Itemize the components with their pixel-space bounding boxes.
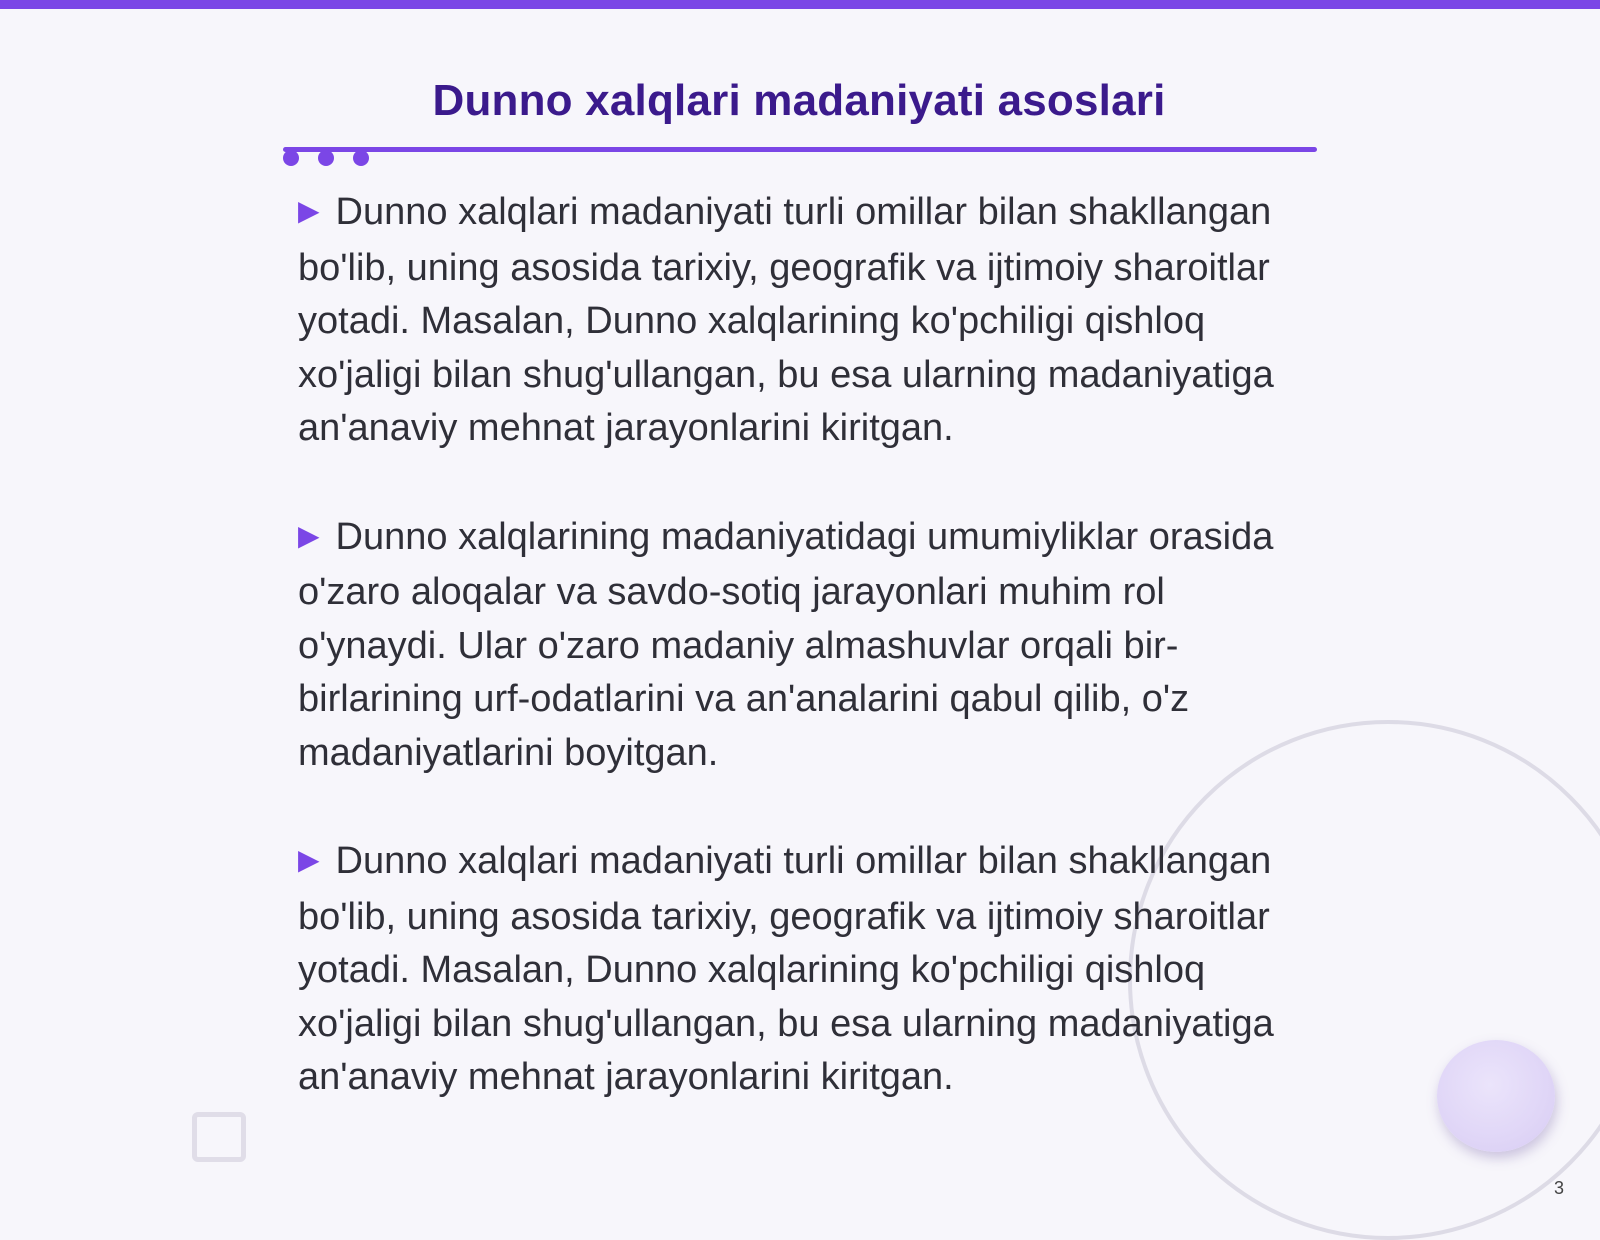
slide-body [298,186,1298,1160]
decorative-dot [283,150,299,166]
triangle-right-icon: ▶ [298,844,320,875]
triangle-right-icon: ▶ [298,195,320,226]
decorative-dot [318,150,334,166]
page-number: 3 [1554,1178,1565,1198]
title-underline [283,147,1317,152]
slide-title: Dunno xalqlari madaniyati asoslari [432,76,1166,125]
top-accent-bar [0,0,1600,9]
decorative-square [192,1112,246,1162]
bullet-paragraph [298,835,1298,1105]
decorative-circle [1437,1040,1555,1152]
decorative-dot [353,150,369,166]
bullet-paragraph [298,511,1298,781]
paragraph-text: Dunno xalqlari madaniyati turli omillar bilan shakllangan bo'lib, uning asosida tarixiy, geografik va ijtimoiy sharoitlar yotadi. Masalan, Dunno xalqlarining ko'pchiligi qishloq xo'jaligi bilan shug'ullangan, bu esa ularning madaniyatiga an'anaviy mehnat jarayonlarini kiritgan. [298,191,1274,449]
bullet-paragraph [298,186,1298,456]
triangle-right-icon: ▶ [298,519,320,551]
paragraph-text: Dunno xalqlari madaniyati turli omillar bilan shakllangan bo'lib, uning asosida tarixiy, geografik va ijtimoiy sharoitlar yotadi. Masalan, Dunno xalqlarining ko'pchiligi qishloq xo'jaligi bilan shug'ullangan, bu esa ularning madaniyatiga an'anaviy mehnat jarayonlarini kiritgan. [298,840,1274,1098]
paragraph-text: Dunno xalqlarining madaniyatidagi umumiyliklar orasida o'zaro aloqalar va savdo-sotiq jarayonlari muhim rol o'ynaydi. Ular o'zaro madaniy almashuvlar orqali bir-birlarining urf-odatlarini va an'analarini qabul qilib, o'z madaniyatlarini boyitgan. [298,515,1274,774]
